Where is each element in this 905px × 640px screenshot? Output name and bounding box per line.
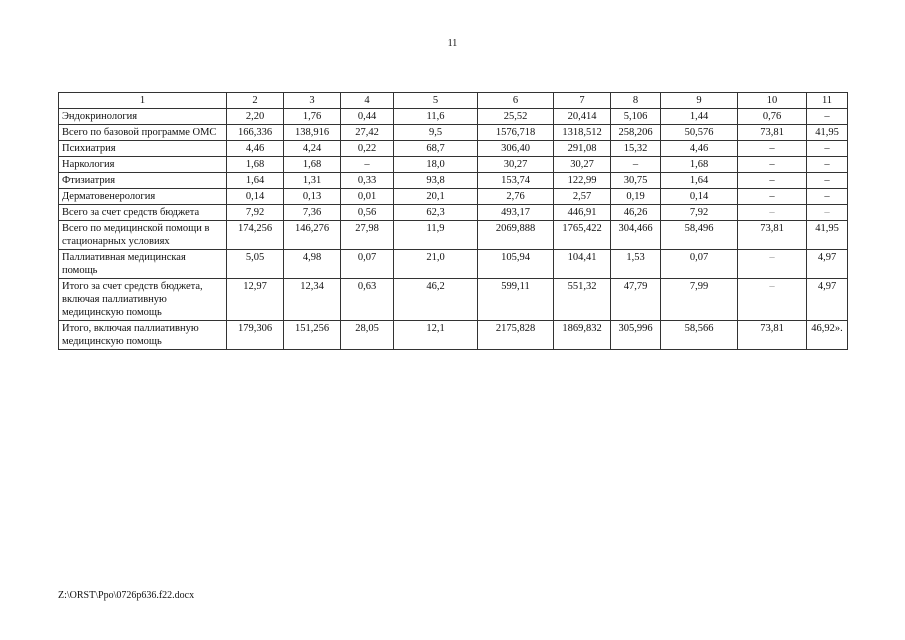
table-cell: – — [341, 157, 394, 173]
row-label-cell: Паллиативная медицинская помощь — [59, 250, 227, 279]
table-cell: 599,11 — [478, 279, 554, 321]
table-cell: 305,996 — [611, 321, 661, 350]
column-header: 10 — [738, 93, 807, 109]
table-row — [59, 321, 848, 350]
table-cell: 1,68 — [227, 157, 284, 173]
table-cell: 2,76 — [478, 189, 554, 205]
table-cell: 291,08 — [554, 141, 611, 157]
table-cell: 4,46 — [227, 141, 284, 157]
table-cell: 93,8 — [394, 173, 478, 189]
table-cell: 0,01 — [341, 189, 394, 205]
table-cell: – — [738, 279, 807, 321]
row-label-cell: Итого, включая паллиативную медицинскую помощь — [59, 321, 227, 350]
column-header: 9 — [661, 93, 738, 109]
table-cell: 0,07 — [661, 250, 738, 279]
table-cell: 46,92». — [807, 321, 848, 350]
table-row — [59, 173, 848, 189]
table-cell: 7,99 — [661, 279, 738, 321]
row-label-cell: Всего за счет средств бюджета — [59, 205, 227, 221]
table-cell: 1576,718 — [478, 125, 554, 141]
table-cell: 28,05 — [341, 321, 394, 350]
table-cell: 122,99 — [554, 173, 611, 189]
table-cell: 25,52 — [478, 109, 554, 125]
table-row — [59, 157, 848, 173]
table-cell: 0,13 — [284, 189, 341, 205]
table-cell: 104,41 — [554, 250, 611, 279]
table-cell: 20,1 — [394, 189, 478, 205]
table-cell: 446,91 — [554, 205, 611, 221]
table-cell: 179,306 — [227, 321, 284, 350]
table-cell: 7,92 — [661, 205, 738, 221]
table-cell: 0,22 — [341, 141, 394, 157]
table-cell: 153,74 — [478, 173, 554, 189]
table-row — [59, 205, 848, 221]
table-cell: 4,98 — [284, 250, 341, 279]
table-cell: 4,97 — [807, 279, 848, 321]
table-cell: – — [738, 173, 807, 189]
table-cell: 0,14 — [661, 189, 738, 205]
table-cell: 30,75 — [611, 173, 661, 189]
table-cell: 41,95 — [807, 221, 848, 250]
footer-file-path: Z:\ORST\Ppo\0726p636.f22.docx — [58, 590, 195, 601]
table-cell: – — [807, 157, 848, 173]
table-cell: 174,256 — [227, 221, 284, 250]
table-cell: 0,14 — [227, 189, 284, 205]
table-cell: – — [738, 189, 807, 205]
table-cell: 2,20 — [227, 109, 284, 125]
row-label-cell: Итого за счет средств бюджета, включая паллиативную медицинскую помощь — [59, 279, 227, 321]
table-cell: 46,26 — [611, 205, 661, 221]
table-header-row — [59, 93, 848, 109]
table-cell: 105,94 — [478, 250, 554, 279]
table-cell: – — [738, 141, 807, 157]
table-cell: 1869,832 — [554, 321, 611, 350]
row-label-cell: Психиатрия — [59, 141, 227, 157]
table-cell: 58,566 — [661, 321, 738, 350]
table-cell: 1,64 — [227, 173, 284, 189]
table-cell: 0,33 — [341, 173, 394, 189]
table-cell: 4,97 — [807, 250, 848, 279]
table-cell: 493,17 — [478, 205, 554, 221]
table-cell: – — [807, 141, 848, 157]
table-cell: 0,76 — [738, 109, 807, 125]
table-cell: 7,92 — [227, 205, 284, 221]
table-cell: 2,57 — [554, 189, 611, 205]
row-label-cell: Дерматовенерология — [59, 189, 227, 205]
table-cell: – — [611, 157, 661, 173]
column-header: 2 — [227, 93, 284, 109]
column-header: 4 — [341, 93, 394, 109]
table-cell: – — [807, 205, 848, 221]
table-cell: 30,27 — [554, 157, 611, 173]
table-cell: 551,32 — [554, 279, 611, 321]
table-cell: 47,79 — [611, 279, 661, 321]
column-header: 8 — [611, 93, 661, 109]
table-cell: 73,81 — [738, 125, 807, 141]
table-cell: 1,68 — [284, 157, 341, 173]
table-cell: 1,44 — [661, 109, 738, 125]
table-cell: – — [807, 109, 848, 125]
table-cell: 1,64 — [661, 173, 738, 189]
table-cell: 1,68 — [661, 157, 738, 173]
table-cell: – — [807, 189, 848, 205]
table-cell: 306,40 — [478, 141, 554, 157]
table-cell: 5,05 — [227, 250, 284, 279]
table-cell: 68,7 — [394, 141, 478, 157]
table-row — [59, 189, 848, 205]
row-label-cell: Всего по медицинской помощи в стационарных условиях — [59, 221, 227, 250]
page-number: 11 — [447, 38, 458, 49]
table-cell: 27,98 — [341, 221, 394, 250]
table-cell: 2175,828 — [478, 321, 554, 350]
table-cell: 15,32 — [611, 141, 661, 157]
table-cell: 4,46 — [661, 141, 738, 157]
row-label-cell: Фтизиатрия — [59, 173, 227, 189]
table-cell: 50,576 — [661, 125, 738, 141]
table-cell: 12,34 — [284, 279, 341, 321]
table-cell: 7,36 — [284, 205, 341, 221]
table-cell: 20,414 — [554, 109, 611, 125]
table-body — [59, 109, 848, 350]
table-cell: 4,24 — [284, 141, 341, 157]
table-cell: 73,81 — [738, 221, 807, 250]
table-cell: 151,256 — [284, 321, 341, 350]
table-cell: 11,9 — [394, 221, 478, 250]
table-cell: 21,0 — [394, 250, 478, 279]
table-cell: 30,27 — [478, 157, 554, 173]
table-cell: 41,95 — [807, 125, 848, 141]
table-cell: 0,56 — [341, 205, 394, 221]
table-row — [59, 141, 848, 157]
table-cell: 9,5 — [394, 125, 478, 141]
table-cell: 27,42 — [341, 125, 394, 141]
table-cell: – — [807, 173, 848, 189]
table-cell: 0,44 — [341, 109, 394, 125]
table-cell: 62,3 — [394, 205, 478, 221]
table-cell: 304,466 — [611, 221, 661, 250]
table-cell: 12,1 — [394, 321, 478, 350]
table-cell: 1318,512 — [554, 125, 611, 141]
table-cell: 0,19 — [611, 189, 661, 205]
column-header: 5 — [394, 93, 478, 109]
row-label-cell: Всего по базовой программе ОМС — [59, 125, 227, 141]
table-cell: 11,6 — [394, 109, 478, 125]
row-label-cell: Наркология — [59, 157, 227, 173]
table-cell: 5,106 — [611, 109, 661, 125]
column-header: 1 — [59, 93, 227, 109]
column-header: 6 — [478, 93, 554, 109]
table-row — [59, 125, 848, 141]
table-cell: 1,31 — [284, 173, 341, 189]
row-label-cell: Эндокринология — [59, 109, 227, 125]
table-row — [59, 279, 848, 321]
table-row — [59, 221, 848, 250]
table-row — [59, 250, 848, 279]
table-cell: 258,206 — [611, 125, 661, 141]
table-cell: 1,76 — [284, 109, 341, 125]
data-table — [58, 92, 848, 350]
table-cell: 146,276 — [284, 221, 341, 250]
column-header: 11 — [807, 93, 848, 109]
table-cell: 166,336 — [227, 125, 284, 141]
table-cell: – — [738, 205, 807, 221]
table-cell: 0,63 — [341, 279, 394, 321]
table-cell: 46,2 — [394, 279, 478, 321]
column-header: 7 — [554, 93, 611, 109]
table-cell: 2069,888 — [478, 221, 554, 250]
table-cell: 12,97 — [227, 279, 284, 321]
column-header: 3 — [284, 93, 341, 109]
table-row — [59, 109, 848, 125]
table-cell: – — [738, 157, 807, 173]
table-cell: 73,81 — [738, 321, 807, 350]
table-cell: 0,07 — [341, 250, 394, 279]
table-cell: 58,496 — [661, 221, 738, 250]
table-cell: 1765,422 — [554, 221, 611, 250]
table-cell: 1,53 — [611, 250, 661, 279]
table-cell: 18,0 — [394, 157, 478, 173]
table-cell: 138,916 — [284, 125, 341, 141]
table-cell: – — [738, 250, 807, 279]
